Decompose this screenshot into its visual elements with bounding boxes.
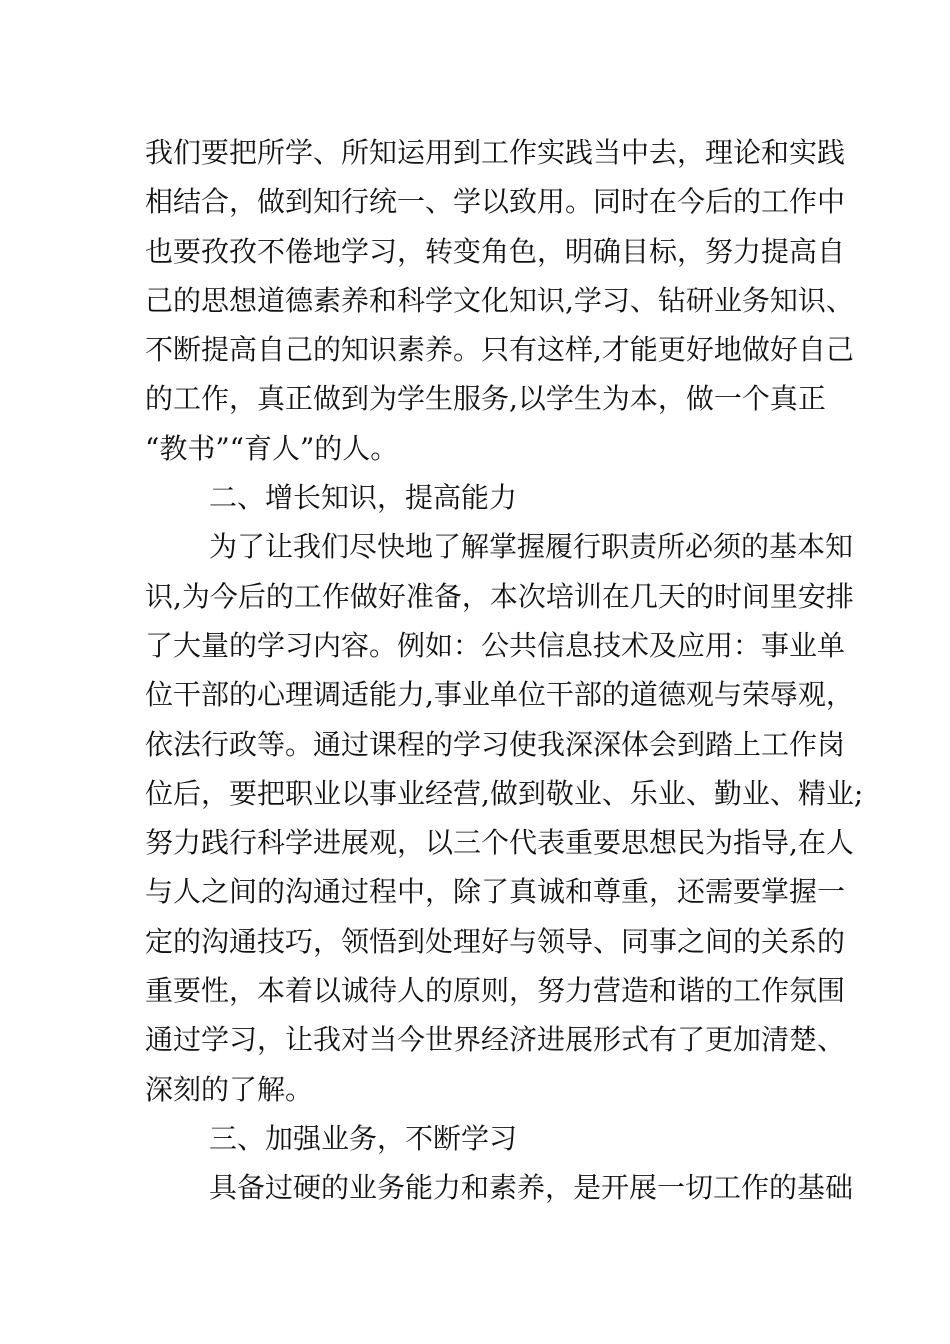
body-line: 通过学习，让我对当今世界经济进展形式有了更加清楚、 [145,1023,846,1057]
body-line: 与人之间的沟通过程中，除了真诚和尊重，还需要掌握一 [145,875,846,909]
body-line: 定的沟通技巧，领悟到处理好与领导、同事之间的关系的 [145,924,846,958]
body-line: “教书”“育人”的人。 [145,431,399,465]
paragraph-start-line: 为了让我们尽快地了解掌握履行职责所必须的基本知 [209,530,854,564]
body-line: 了大量的学习内容。例如：公共信息技术及应用：事业单 [145,628,846,662]
body-line: 位干部的心理调适能力,事业单位干部的道德观与荣辱观， [145,678,854,712]
section-heading-2: 二、增长知识，提高能力 [209,481,518,515]
section-heading-3: 三、加强业务，不断学习 [209,1121,518,1155]
body-line: 努力践行科学进展观，以三个代表重要思想民为指导,在人 [145,826,854,860]
body-line: 的工作，真正做到为学生服务,以学生为本，做一个真正 [145,382,826,416]
body-line: 也要孜孜不倦地学习，转变角色，明确目标，努力提高自 [145,234,846,268]
document-body [145,128,864,1213]
body-line: 依法行政等。通过课程的学习使我深深体会到踏上工作岗 [145,727,846,761]
body-line: 识,为今后的工作做好准备，本次培训在几天的时间里安排 [145,579,854,613]
body-line: 位后，要把职业以事业经营,做到敬业、乐业、勤业、精业; [145,776,864,810]
body-line: 相结合，做到知行统一、学以致用。同时在今后的工作中 [145,185,846,219]
body-line: 不断提高自己的知识素养。只有这样,才能更好地做好自己 [145,333,854,367]
body-line: 重要性，本着以诚待人的原则，努力营造和谐的工作氛围 [145,974,846,1008]
body-line: 己的思想道德素养和科学文化知识,学习、钻研业务知识、 [145,283,854,317]
paragraph-start-line: 具备过硬的业务能力和素养，是开展一切工作的基础 [209,1171,854,1205]
body-line: 我们要把所学、所知运用到工作实践当中去，理论和实践 [145,136,846,169]
body-line: 深刻的了解。 [145,1072,314,1106]
